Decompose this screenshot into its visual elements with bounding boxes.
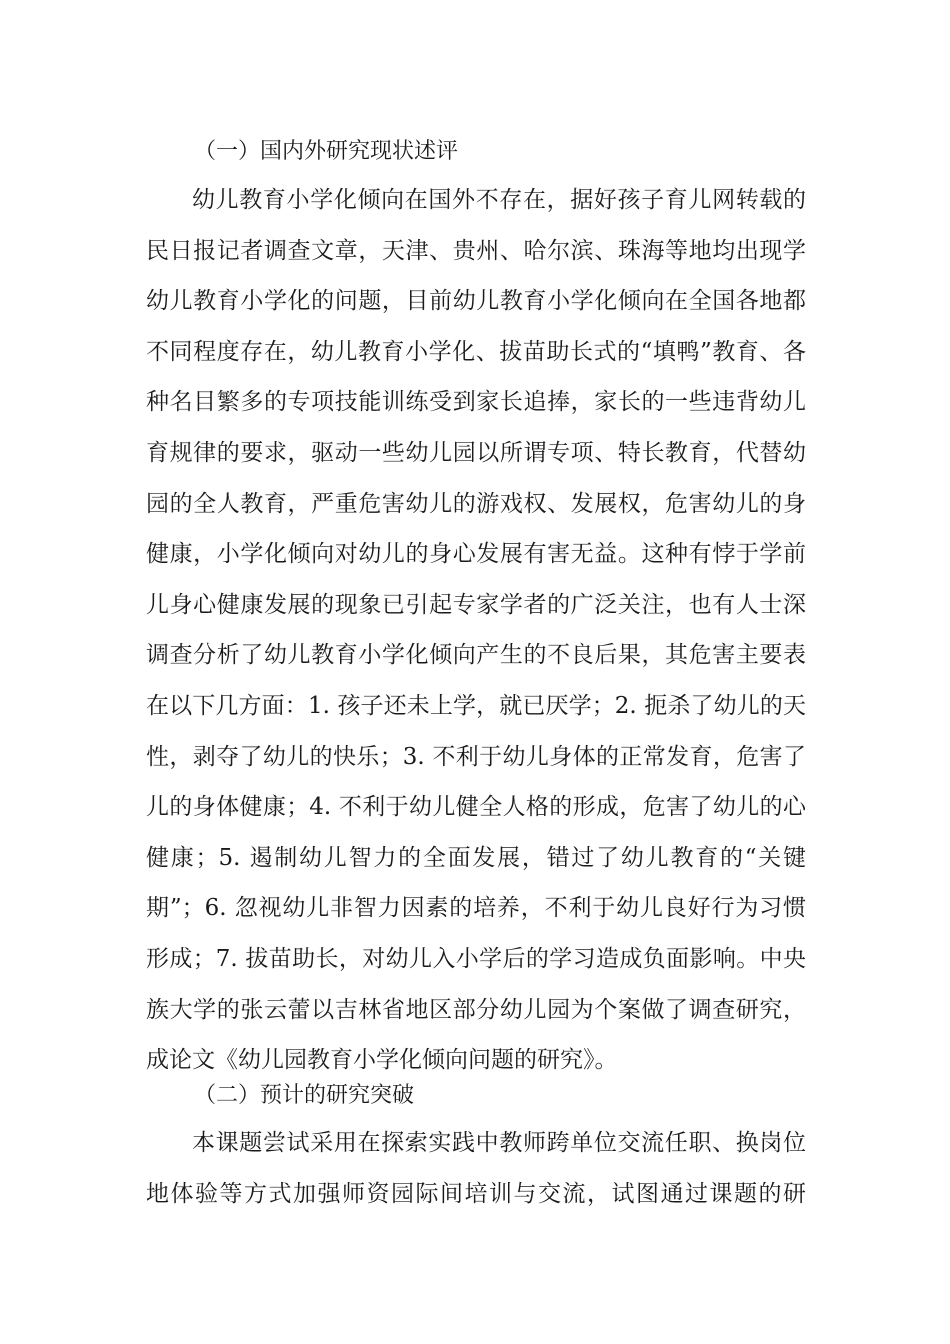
paragraph-1	[146, 175, 806, 1086]
paragraph-line: 儿身心健康发展的现象已引起专家学者的广泛关注，也有人士深	[146, 591, 806, 618]
paragraph-line: 幼儿教育小学化倾向在国外不存在，据好孩子育儿网转载的	[192, 187, 806, 213]
paragraph-line: 地体验等方式加强师资园际间培训与交流，试图通过课题的研	[146, 1180, 806, 1207]
paragraph-line: 本课题尝试采用在探索实践中教师跨单位交流任职、换岗位	[192, 1130, 806, 1156]
paragraph-line: 幼儿教育小学化的问题，目前幼儿教育小学化倾向在全国各地都	[146, 288, 806, 315]
paragraph-line: 健康；5. 遏制幼儿智力的全面发展，错过了幼儿教育的“关键	[146, 844, 806, 871]
paragraph-line: 园的全人教育，严重危害幼儿的游戏权、发展权，危害幼儿的身	[146, 490, 806, 517]
paragraph-line: 成论文《幼儿园教育小学化倾向问题的研究》。	[146, 1047, 618, 1074]
paragraph-line: 育规律的要求，驱动一些幼儿园以所谓专项、特长教育，代替幼	[146, 439, 806, 466]
paragraph-line: 调查分析了幼儿教育小学化倾向产生的不良后果，其危害主要表	[146, 642, 806, 669]
paragraph-line: 不同程度存在，幼儿教育小学化、拔苗助长式的“填鸭”教育、各	[146, 338, 806, 365]
paragraph-line: 种名目繁多的专项技能训练受到家长追捧，家长的一些违背幼儿	[146, 389, 806, 416]
paragraph-2	[146, 1118, 806, 1219]
paragraph-line: 族大学的张云蕾以吉林省地区部分幼儿园为个案做了调查研究，	[146, 996, 806, 1023]
paragraph-line: 期”；6. 忽视幼儿非智力因素的培养，不利于幼儿良好行为习惯	[146, 895, 806, 922]
section-heading-2: （二）预计的研究突破	[194, 1083, 415, 1108]
paragraph-line: 民日报记者调查文章，天津、贵州、哈尔滨、珠海等地均出现学	[146, 237, 806, 264]
paragraph-line: 在以下几方面：1. 孩子还未上学，就已厌学；2. 扼杀了幼儿的天	[146, 692, 806, 719]
paragraph-line: 儿的身体健康；4. 不利于幼儿健全人格的形成，危害了幼儿的心	[146, 794, 806, 821]
paragraph-line: 形成；7. 拔苗助长，对幼儿入小学后的学习造成负面影响。中央	[146, 945, 806, 972]
paragraph-line: 健康，小学化倾向对幼儿的身心发展有害无益。这种有悖于学前	[146, 541, 806, 568]
paragraph-line: 性，剥夺了幼儿的快乐；3. 不利于幼儿身体的正常发育，危害了	[146, 743, 806, 770]
section-heading-1: （一）国内外研究现状述评	[194, 139, 459, 164]
